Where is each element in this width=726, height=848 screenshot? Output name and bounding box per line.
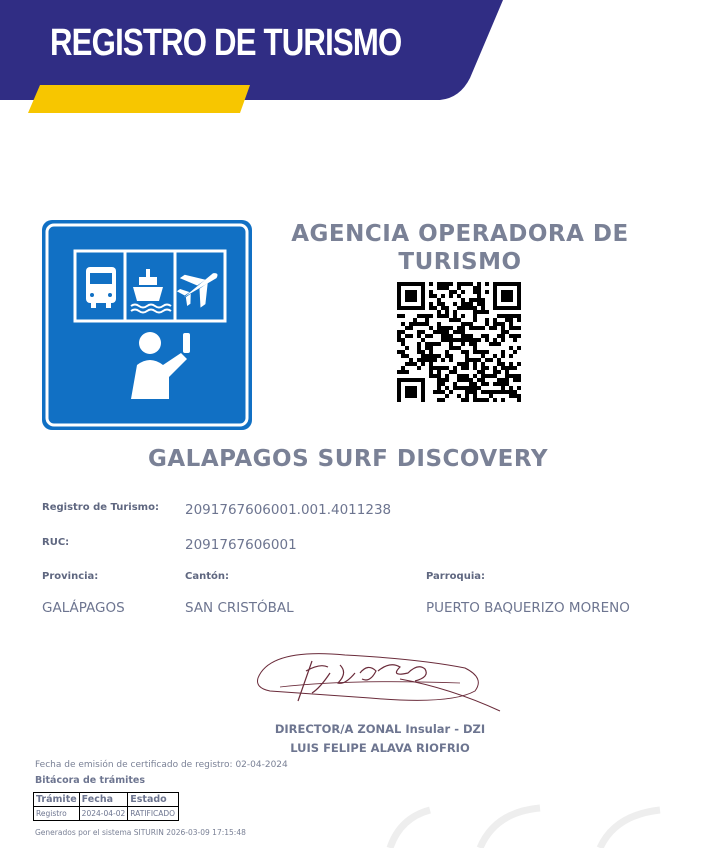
column-header-estado: Estado xyxy=(128,793,179,807)
parroquia-value: PUERTO BAQUERIZO MORENO xyxy=(426,600,630,616)
parroquia-label: Parroquia: xyxy=(426,571,485,582)
column-header-tramite: Trámite xyxy=(34,793,80,807)
director-title: DIRECTOR/A ZONAL Insular - DZI xyxy=(274,722,486,736)
header-title: REGISTRO DE TURISMO xyxy=(50,22,402,64)
bitacora-title: Bitácora de trámites xyxy=(35,775,145,786)
signature-image xyxy=(250,643,510,718)
director-name: LUIS FELIPE ALAVA RIOFRIO xyxy=(290,741,470,755)
generated-footer: Generados por el sistema SITURIN 2026-03-09 17:15:48 xyxy=(35,828,246,837)
provincia-label: Provincia: xyxy=(42,571,99,582)
cell-tramite: Registro xyxy=(34,807,80,821)
column-header-fecha: Fecha xyxy=(79,793,128,807)
table-header-row xyxy=(34,793,179,807)
provincia-value: GALÁPAGOS xyxy=(42,600,125,616)
registro-value: 2091767606001.001.4011238 xyxy=(185,502,392,518)
cell-fecha: 2024-04-02 xyxy=(79,807,128,821)
emission-date: Fecha de emisión de certificado de registro: 02-04-2024 xyxy=(35,760,288,770)
cell-estado: RATIFICADO xyxy=(128,807,179,821)
table-row xyxy=(34,807,179,821)
ruc-label: RUC: xyxy=(42,537,70,548)
ruc-value: 2091767606001 xyxy=(185,537,297,553)
tourism-info-sign-icon xyxy=(41,219,253,431)
business-category: AGENCIA OPERADORA DE TURISMO xyxy=(291,221,629,275)
canton-label: Cantón: xyxy=(185,571,229,582)
bitacora-table xyxy=(33,792,179,821)
qr-code-icon xyxy=(397,282,521,402)
bus-icon xyxy=(86,267,116,308)
company-name: GALAPAGOS SURF DISCOVERY xyxy=(147,446,548,472)
registro-label: Registro de Turismo: xyxy=(42,502,159,513)
canton-value: SAN CRISTÓBAL xyxy=(185,600,294,616)
